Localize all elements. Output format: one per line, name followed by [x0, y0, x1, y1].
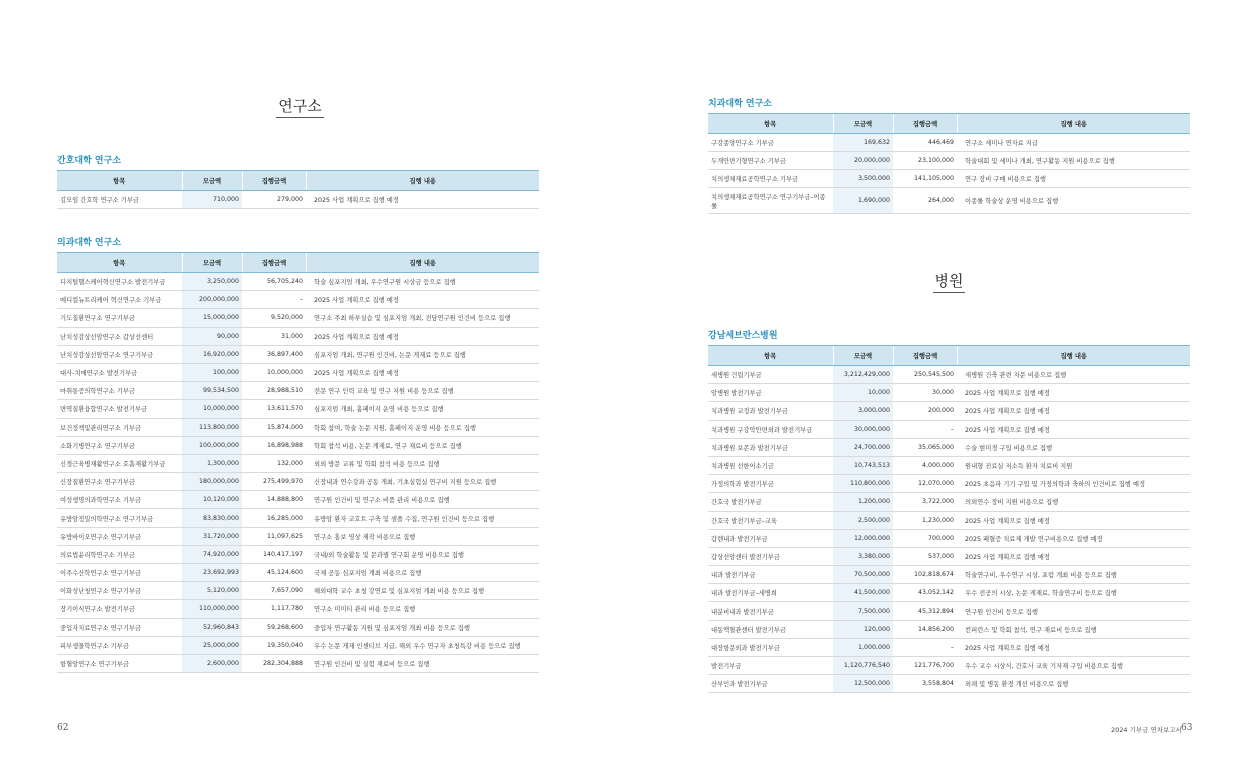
item-cell: 치의생체재료공학연구소 기부금	[708, 170, 833, 188]
table-row	[708, 602, 1190, 620]
spent-amount-cell: –	[893, 638, 957, 656]
spent-amount-cell: 537,000	[893, 547, 957, 565]
column-header: 집행금액	[242, 171, 306, 191]
table-row	[57, 291, 539, 309]
description-cell: 2025 사업 계획으로 집행 예정	[306, 363, 539, 381]
table-row	[57, 491, 539, 509]
item-cell: 보건정책및관리연구소 기부금	[57, 418, 182, 436]
item-cell: 마취통증의학연구소 기부금	[57, 382, 182, 400]
table-row	[708, 547, 1190, 565]
raised-amount-cell: 52,960,843	[182, 618, 242, 636]
raised-amount-cell: 10,000	[833, 384, 893, 402]
column-header: 모금액	[833, 114, 893, 134]
description-cell: 연구소 홍보 영상 제작 비용으로 집행	[306, 527, 539, 545]
raised-amount-cell: 83,830,000	[182, 509, 242, 527]
table-row	[708, 675, 1190, 693]
item-cell: 발전기부금	[708, 657, 833, 675]
description-cell: 2025 사업 계획으로 집행 예정	[957, 420, 1190, 438]
spent-amount-cell: –	[242, 291, 306, 309]
description-cell: 국제 공동 심포지엄 개최 비용으로 집행	[306, 564, 539, 582]
description-cell: 신장내과 연수강좌 공동 개최, 기초실험실 연구비 지원 등으로 집행	[306, 473, 539, 491]
description-cell: 원내형 진료실 저소득 환자 치료비 지원	[957, 456, 1190, 474]
spent-amount-cell: 250,545,500	[893, 366, 957, 384]
spent-amount-cell: 16,898,988	[242, 436, 306, 454]
description-cell: 외래 및 병동 환경 개선 비용으로 집행	[957, 675, 1190, 693]
spent-amount-cell: 30,000	[893, 384, 957, 402]
description-cell: 2025 패혈증 치료제 개발 연구비용으로 집행 예정	[957, 529, 1190, 547]
item-cell: 김모임 간호학 연구소 기부금	[57, 191, 182, 209]
table-row	[57, 191, 539, 209]
column-header: 항목	[708, 346, 833, 366]
gangnam-section-title: 강남세브란스병원	[708, 331, 778, 341]
spent-amount-cell: 700,000	[893, 529, 957, 547]
table-row	[57, 363, 539, 381]
item-cell: 소화기병연구소 연구기부금	[57, 436, 182, 454]
raised-amount-cell: 30,000,000	[833, 420, 893, 438]
table-row	[57, 327, 539, 345]
spent-amount-cell: 35,065,000	[893, 438, 957, 456]
item-cell: 면역질환융합연구소 발전기부금	[57, 400, 182, 418]
research-institute-heading: 연구소	[200, 95, 400, 116]
description-cell: 국내/외 학술활동 및 문과별 연구회 운영 비용으로 집행	[306, 545, 539, 563]
raised-amount-cell: 169,632	[833, 134, 893, 152]
spent-amount-cell: 14,856,200	[893, 620, 957, 638]
description-cell: 2025 초음파 기기 구입 및 가정의학과 축하의 인건비로 집행 예정	[957, 475, 1190, 493]
table-row	[708, 170, 1190, 188]
table-row	[708, 152, 1190, 170]
spent-amount-cell: 45,312,894	[893, 602, 957, 620]
description-cell: 연구소 미미티 관리 비용 등으로 집행	[306, 600, 539, 618]
column-header: 항목	[708, 114, 833, 134]
item-cell: 중입자치료연구소 연구기부금	[57, 618, 182, 636]
raised-amount-cell: 1,120,776,540	[833, 657, 893, 675]
description-cell: 학술 심포지엄 개최, 우수연구원 시상금 등으로 집행	[306, 273, 539, 291]
item-cell: 기도질환연구소 연구기부금	[57, 309, 182, 327]
table-row	[708, 638, 1190, 656]
raised-amount-cell: 2,500,000	[833, 511, 893, 529]
item-cell: 내과 발전기부금–새병희	[708, 584, 833, 602]
item-cell: 대동맥혈관센터 발전기부금	[708, 620, 833, 638]
table-row	[708, 493, 1190, 511]
spent-amount-cell: 19,350,040	[242, 636, 306, 654]
item-cell: 의료법윤리학연구소 기부금	[57, 545, 182, 563]
spent-amount-cell: 3,558,804	[893, 675, 957, 693]
spent-amount-cell: 10,000,000	[242, 363, 306, 381]
description-cell: 학회 참여, 학술 논문 지원, 홈페이지 운영 비용 등으로 집행	[306, 418, 539, 436]
raised-amount-cell: 200,000,000	[182, 291, 242, 309]
table-row	[708, 657, 1190, 675]
spent-amount-cell: 15,874,000	[242, 418, 306, 436]
item-cell: 대장항문외과 발전기부금	[708, 638, 833, 656]
column-header: 집행 내용	[957, 114, 1190, 134]
table-row	[708, 584, 1190, 602]
description-cell: 의외연수 장비 지원 비용으로 집행	[957, 493, 1190, 511]
item-cell: 항혈암연구소 연구기부금	[57, 654, 182, 672]
item-cell: 이주수산학연구소 연구기부금	[57, 564, 182, 582]
item-cell: 대사-치매연구소 발전기부금	[57, 363, 182, 381]
table-row	[708, 475, 1190, 493]
column-header: 항목	[57, 171, 182, 191]
table-row	[57, 436, 539, 454]
table-row	[57, 636, 539, 654]
item-cell: 디지털헬스케어혁신연구소 발전기부금	[57, 273, 182, 291]
table-row	[57, 582, 539, 600]
item-cell: 내분비내과 발전기부금	[708, 602, 833, 620]
column-header: 모금액	[833, 346, 893, 366]
spent-amount-cell: 200,000	[893, 402, 957, 420]
item-cell: 산부인과 발전기부금	[708, 675, 833, 693]
item-cell: 유방바이오연구소 연구기부금	[57, 527, 182, 545]
table-row	[708, 188, 1190, 214]
table-row	[57, 527, 539, 545]
spent-amount-cell: 121,776,700	[893, 657, 957, 675]
description-cell: 2025 사업 계획으로 집행 예정	[957, 547, 1190, 565]
column-header: 집행금액	[242, 253, 306, 273]
spent-amount-cell: 446,469	[893, 134, 957, 152]
spent-amount-cell: 132,000	[242, 454, 306, 472]
item-cell: 갑렌내과 발전기부금	[708, 529, 833, 547]
description-cell: 우수 전공의 시상, 논문 게재료, 학술연구비 등으로 집행	[957, 584, 1190, 602]
description-cell: 심포지엄 개최, 연구원 인건비, 논문 게재료 등으로 집행	[306, 345, 539, 363]
description-cell: 2025 사업 계획으로 집행 예정	[306, 191, 539, 209]
spent-amount-cell: 59,268,600	[242, 618, 306, 636]
item-cell: 난치성감상선암연구소 연구기부금	[57, 345, 182, 363]
item-cell: 장기이식연구소 발전기부금	[57, 600, 182, 618]
gangnam-table	[708, 345, 1190, 693]
item-cell: 치과병원 선한이소기금	[708, 456, 833, 474]
spent-amount-cell: 12,070,000	[893, 475, 957, 493]
column-header: 집행금액	[893, 346, 957, 366]
column-header: 항목	[57, 253, 182, 273]
spent-amount-cell: 23,100,000	[893, 152, 957, 170]
spent-amount-cell: 3,722,000	[893, 493, 957, 511]
spent-amount-cell: 31,000	[242, 327, 306, 345]
description-cell: 연구소 주최 하부실습 및 심포지엄 개최, 전담연구원 인건비 등으로 집행	[306, 309, 539, 327]
raised-amount-cell: 70,500,000	[833, 566, 893, 584]
table-row	[57, 454, 539, 472]
raised-amount-cell: 110,000,000	[182, 600, 242, 618]
item-cell: 이화성난청연구소 연구기부금	[57, 582, 182, 600]
spent-amount-cell: 1,230,000	[893, 511, 957, 529]
raised-amount-cell: 1,200,000	[833, 493, 893, 511]
raised-amount-cell: 5,120,000	[182, 582, 242, 600]
hospital-heading: 병원	[849, 270, 1049, 291]
table-row	[708, 384, 1190, 402]
table-row	[57, 400, 539, 418]
description-cell: 유방암 환자 코호트 구축 및 샘플 수집, 연구원 인건비 등으로 집행	[306, 509, 539, 527]
table-row	[708, 456, 1190, 474]
raised-amount-cell: 113,800,000	[182, 418, 242, 436]
column-header: 집행 내용	[957, 346, 1190, 366]
spent-amount-cell: 1,117,780	[242, 600, 306, 618]
spent-amount-cell: 141,105,000	[893, 170, 957, 188]
description-cell: 해외대학 교수 초청 강연료 및 심포지엄 개최 비용 등으로 집행	[306, 582, 539, 600]
table-row	[708, 134, 1190, 152]
table-row	[57, 654, 539, 672]
table-row	[57, 564, 539, 582]
table-row	[708, 620, 1190, 638]
description-cell: 학술연구비, 우수연구 시상, 포럼 개최 비용 등으로 집행	[957, 566, 1190, 584]
dental-section-title: 치과대학 연구소	[708, 99, 772, 109]
item-cell: 가정의학과 발전기부금	[708, 475, 833, 493]
item-cell: 피부생물학연구소 기부금	[57, 636, 182, 654]
spent-amount-cell: –	[893, 420, 957, 438]
description-cell: 새병원 건축 관련 자문 비용으로 집행	[957, 366, 1190, 384]
item-cell: 유방암정밀의학연구소 연구기부금	[57, 509, 182, 527]
raised-amount-cell: 3,212,429,000	[833, 366, 893, 384]
raised-amount-cell: 100,000,000	[182, 436, 242, 454]
raised-amount-cell: 31,720,000	[182, 527, 242, 545]
page-number-right: 63	[1181, 723, 1193, 733]
raised-amount-cell: 90,000	[182, 327, 242, 345]
raised-amount-cell: 100,000	[182, 363, 242, 381]
description-cell: 학술대회 및 세미나 개최, 연구활동 지원 비용으로 집행	[957, 152, 1190, 170]
spent-amount-cell: 7,657,090	[242, 582, 306, 600]
item-cell: 치과병원 구강악안면외과 발전기부금	[708, 420, 833, 438]
item-cell: 신장질환연구소 연구기부금	[57, 473, 182, 491]
raised-amount-cell: 2,600,000	[182, 654, 242, 672]
spent-amount-cell: 14,888,800	[242, 491, 306, 509]
item-cell: 새병원 건립기부금	[708, 366, 833, 384]
nursing-section-title: 간호대학 연구소	[57, 156, 121, 166]
spent-amount-cell: 9,520,000	[242, 309, 306, 327]
raised-amount-cell: 7,500,000	[833, 602, 893, 620]
description-cell: 2025 사업 계획으로 집행 예정	[957, 384, 1190, 402]
report-title-footer: 2024 기부금 연차보고서	[1111, 726, 1182, 734]
item-cell: 두개안면기형연구소 기부금	[708, 152, 833, 170]
raised-amount-cell: 12,500,000	[833, 675, 893, 693]
raised-amount-cell: 10,000,000	[182, 400, 242, 418]
table-row	[57, 618, 539, 636]
raised-amount-cell: 24,700,000	[833, 438, 893, 456]
description-cell: 우수 논문 게재 인센티브 지급, 해외 우수 연구자 초청특강 비용 등으로 집행	[306, 636, 539, 654]
spent-amount-cell: 102,818,674	[893, 566, 957, 584]
table-row	[57, 345, 539, 363]
description-cell: 컨퍼런스 및 학회 참석, 연구 재료비 등으로 집행	[957, 620, 1190, 638]
item-cell: 간호국 발전기부금–교육	[708, 511, 833, 529]
description-cell: 전문 연구 인력 교육 및 연구 지원 비용 등으로 집행	[306, 382, 539, 400]
description-cell: 2025 사업 계획으로 집행 예정	[306, 291, 539, 309]
spent-amount-cell: 279,000	[242, 191, 306, 209]
raised-amount-cell: 180,000,000	[182, 473, 242, 491]
description-cell: 학회 참석 비용, 논문 게재료, 연구 재료비 등으로 집행	[306, 436, 539, 454]
raised-amount-cell: 3,380,000	[833, 547, 893, 565]
raised-amount-cell: 120,000	[833, 620, 893, 638]
table-row	[57, 418, 539, 436]
raised-amount-cell: 10,120,000	[182, 491, 242, 509]
raised-amount-cell: 1,300,000	[182, 454, 242, 472]
medical-section-title: 의과대학 연구소	[57, 238, 121, 248]
table-row	[708, 511, 1190, 529]
table-row	[708, 366, 1190, 384]
table-row	[708, 566, 1190, 584]
item-cell: 난치성감상선암연구소 갑상선센터	[57, 327, 182, 345]
table-row	[708, 529, 1190, 547]
raised-amount-cell: 99,534,500	[182, 382, 242, 400]
raised-amount-cell: 3,250,000	[182, 273, 242, 291]
description-cell: 2025 사업 계획으로 집행 예정	[957, 511, 1190, 529]
spent-amount-cell: 264,000	[893, 188, 957, 214]
description-cell: 중입자 연구활동 지원 및 심포지엄 개최 비용 등으로 집행	[306, 618, 539, 636]
spent-amount-cell: 140,417,197	[242, 545, 306, 563]
description-cell: 수술 현미경 구입 비용으로 집행	[957, 438, 1190, 456]
table-row	[708, 420, 1190, 438]
spent-amount-cell: 4,000,000	[893, 456, 957, 474]
spent-amount-cell: 45,124,600	[242, 564, 306, 582]
spent-amount-cell: 43,052,142	[893, 584, 957, 602]
medical-table	[57, 252, 539, 673]
item-cell: 치의생체재료공학연구소 연구기부금–이종률	[708, 188, 833, 214]
description-cell: 외외 방문 교류 및 학회 참석 비용 등으로 집행	[306, 454, 539, 472]
raised-amount-cell: 41,500,000	[833, 584, 893, 602]
item-cell: 치과병원 교정과 발전기부금	[708, 402, 833, 420]
column-header: 집행 내용	[306, 253, 539, 273]
table-row	[708, 402, 1190, 420]
raised-amount-cell: 710,000	[182, 191, 242, 209]
table-row	[57, 473, 539, 491]
table-row	[57, 509, 539, 527]
spent-amount-cell: 36,897,400	[242, 345, 306, 363]
spent-amount-cell: 16,285,000	[242, 509, 306, 527]
spent-amount-cell: 11,097,625	[242, 527, 306, 545]
column-header: 집행금액	[893, 114, 957, 134]
description-cell: 2025 사업 계획으로 집행 예정	[957, 402, 1190, 420]
raised-amount-cell: 74,920,000	[182, 545, 242, 563]
description-cell: 연구원 인건비 및 연구소 비품 관리 비용으로 집행	[306, 491, 539, 509]
raised-amount-cell: 3,500,000	[833, 170, 893, 188]
raised-amount-cell: 12,000,000	[833, 529, 893, 547]
raised-amount-cell: 1,000,000	[833, 638, 893, 656]
raised-amount-cell: 23,692,993	[182, 564, 242, 582]
raised-amount-cell: 16,920,000	[182, 345, 242, 363]
description-cell: 2025 사업 계획으로 집행 예정	[957, 638, 1190, 656]
raised-amount-cell: 3,000,000	[833, 402, 893, 420]
item-cell: 메디컬뉴트리케어 혁신연구소 기부금	[57, 291, 182, 309]
table-row	[57, 545, 539, 563]
item-cell: 여성생명의과학연구소 기부금	[57, 491, 182, 509]
item-cell: 신경근육병재활연구소 호흡재활기부금	[57, 454, 182, 472]
description-cell: 연구 장비 구매 비용으로 집행	[957, 170, 1190, 188]
description-cell: 심포지엄 개최, 홈페이지 운영 비용 등으로 집행	[306, 400, 539, 418]
left-page	[0, 0, 623, 765]
spent-amount-cell: 13,611,570	[242, 400, 306, 418]
column-header: 모금액	[182, 253, 242, 273]
column-header: 집행 내용	[306, 171, 539, 191]
nursing-table	[57, 170, 539, 209]
description-cell: 2025 사업 계획으로 집행 예정	[306, 327, 539, 345]
description-cell: 연구원 인건비 등으로 집행	[957, 602, 1190, 620]
spent-amount-cell: 282,304,888	[242, 654, 306, 672]
spent-amount-cell: 28,988,510	[242, 382, 306, 400]
dental-table	[708, 113, 1190, 214]
spent-amount-cell: 275,499,970	[242, 473, 306, 491]
spent-amount-cell: 56,705,240	[242, 273, 306, 291]
right-page	[623, 0, 1247, 765]
raised-amount-cell: 15,000,000	[182, 309, 242, 327]
raised-amount-cell: 110,800,000	[833, 475, 893, 493]
description-cell: 연구소 세미나 연자료 지급	[957, 134, 1190, 152]
item-cell: 간호국 발전기부금	[708, 493, 833, 511]
table-row	[57, 273, 539, 291]
table-row	[708, 438, 1190, 456]
raised-amount-cell: 20,000,000	[833, 152, 893, 170]
description-cell: 이종률 학술상 운영 비용으로 집행	[957, 188, 1190, 214]
item-cell: 갑상선암센터 발전기부금	[708, 547, 833, 565]
table-row	[57, 382, 539, 400]
description-cell: 우수 교수 시상식, 간호사 교육 기자재 구입 비용으로 집행	[957, 657, 1190, 675]
table-row	[57, 600, 539, 618]
raised-amount-cell: 1,690,000	[833, 188, 893, 214]
page-number-left: 62	[57, 723, 69, 733]
item-cell: 구강종양연구소 기부금	[708, 134, 833, 152]
table-row	[57, 309, 539, 327]
raised-amount-cell: 25,000,000	[182, 636, 242, 654]
column-header: 모금액	[182, 171, 242, 191]
item-cell: 암병원 발전기부금	[708, 384, 833, 402]
item-cell: 내과 발전기부금	[708, 566, 833, 584]
item-cell: 치과병원 보존과 발전기부금	[708, 438, 833, 456]
raised-amount-cell: 10,743,513	[833, 456, 893, 474]
description-cell: 연구원 인건비 및 실험 재료비 등으로 집행	[306, 654, 539, 672]
